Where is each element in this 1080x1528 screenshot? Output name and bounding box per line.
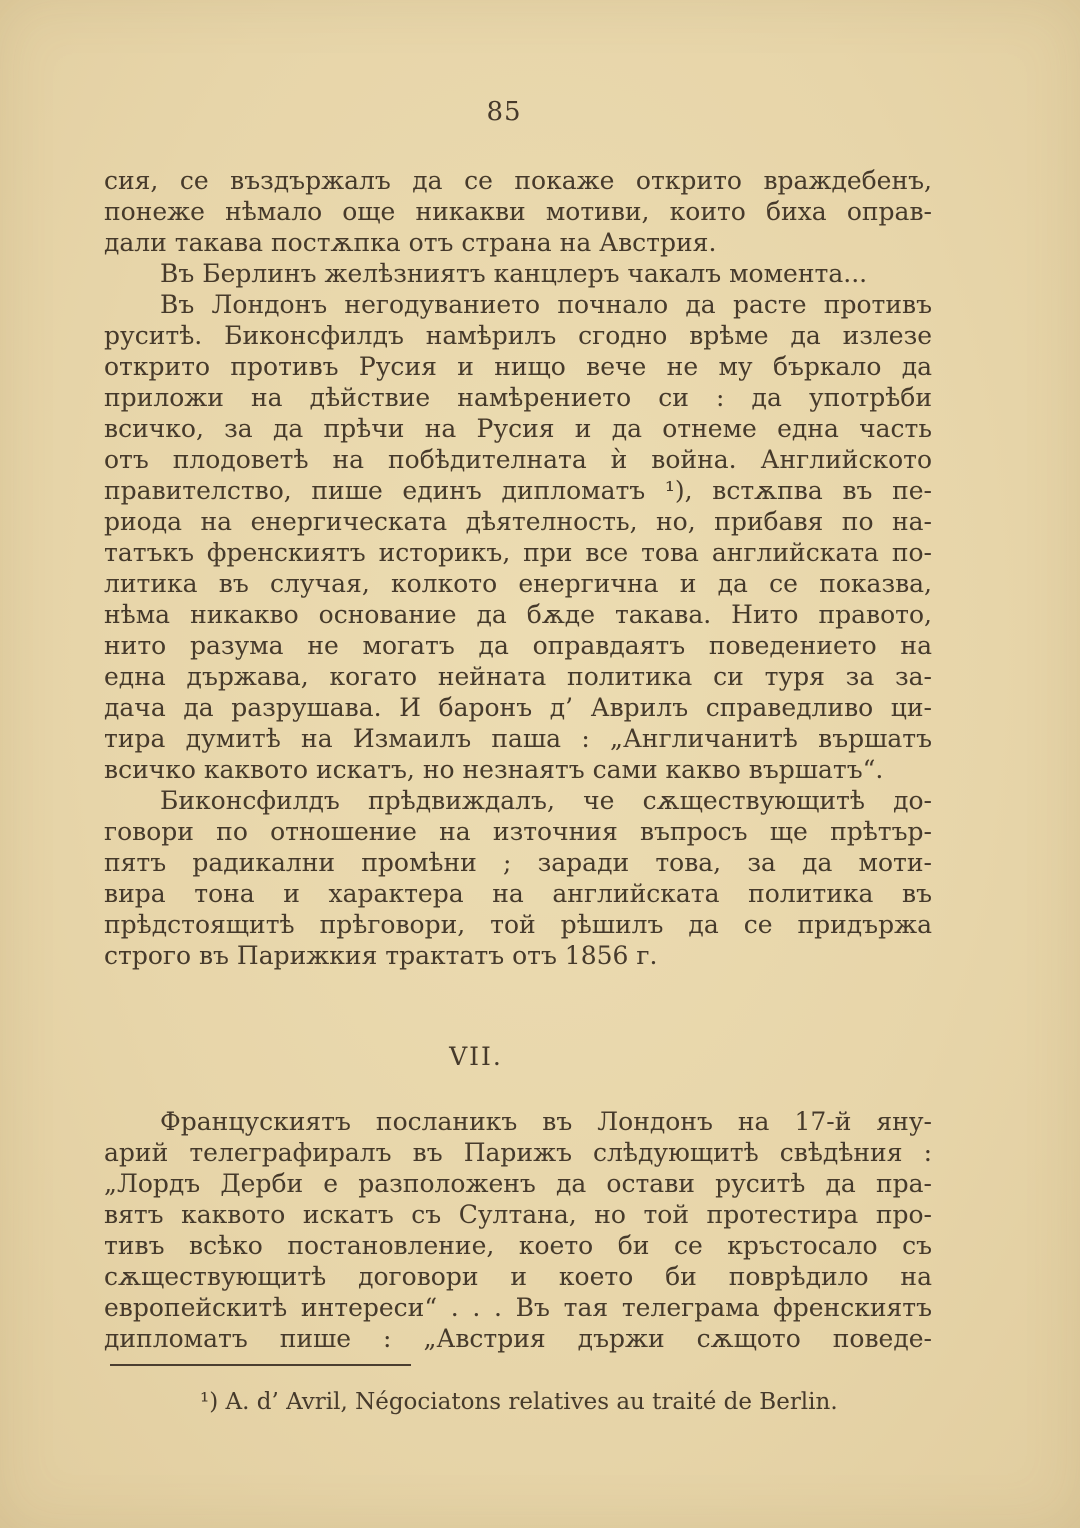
body-line: правителство, пише единъ дипломатъ ¹), встѫпва въ пе- bbox=[104, 476, 932, 505]
body-line: понеже нѣмало още никакви мотиви, които биха оправ- bbox=[104, 197, 932, 226]
paragraph-telegram bbox=[104, 1106, 932, 1354]
body-line: вира тона и характера на английската политика въ bbox=[104, 879, 932, 908]
body-line: вятъ каквото искатъ съ Султана, но той протестира про- bbox=[104, 1200, 932, 1229]
body-line: дача да разрушава. И баронъ д’ Аврилъ справедливо ци- bbox=[104, 693, 932, 722]
body-line: нѣма никакво основание да бѫде такава. Нито правото, bbox=[104, 600, 932, 629]
body-line: сѫществующитѣ договори и което би поврѣдило на bbox=[104, 1262, 932, 1291]
body-line: руситѣ. Биконсфилдъ намѣрилъ сгодно врѣме да излезе bbox=[104, 321, 932, 350]
body-line: „Лордъ Дерби е разположенъ да остави руситѣ да пра- bbox=[104, 1169, 932, 1198]
body-line: нито разума не могатъ да оправдаятъ поведението на bbox=[104, 631, 932, 660]
body-line: Биконсфилдъ прѣдвиждалъ, че сѫществующитѣ до- bbox=[160, 786, 932, 815]
body-line: европейскитѣ интереси“ . . . Въ тая телеграма френскиятъ bbox=[104, 1293, 932, 1322]
body-line: приложи на дѣйствие намѣрението си : да употрѣби bbox=[104, 383, 932, 412]
body-line: тивъ всѣко постановление, което би се кръстосало съ bbox=[104, 1231, 932, 1260]
text-column bbox=[104, 165, 932, 1354]
body-line: арий телеграфиралъ въ Парижъ слѣдующитѣ свѣдѣния : bbox=[104, 1138, 932, 1167]
body-line: Въ Лондонъ негодуванието почнало да расте противъ bbox=[160, 290, 932, 319]
section-heading: VII. bbox=[449, 1042, 503, 1071]
page-number: 85 bbox=[486, 97, 522, 127]
paragraph-london bbox=[104, 289, 932, 785]
body-line: всичко каквото искатъ, но незнаятъ сами какво вършатъ“. bbox=[104, 755, 884, 784]
body-line: всичко, за да прѣчи на Русия и да отнеме една часть bbox=[104, 414, 932, 443]
body-line: отъ плодоветѣ на побѣдителната ѝ война. Английското bbox=[104, 445, 932, 474]
body-line: дали такава постѫпка отъ страна на Австрия. bbox=[104, 228, 717, 257]
body-line: литика въ случая, колкото енергична и да се показва, bbox=[104, 569, 932, 598]
body-line: прѣдстоящитѣ прѣговори, той рѣшилъ да се придържа bbox=[104, 910, 932, 939]
body-line: тира думитѣ на Измаилъ паша : „Англичанитѣ вършатъ bbox=[104, 724, 932, 753]
footnote-text: ¹) A. d’ Avril, Négociatons relatives au traité de Berlin. bbox=[200, 1389, 838, 1415]
body-line: сия, се въздържалъ да се покаже открито враждебенъ, bbox=[104, 166, 932, 195]
paragraph-continuation bbox=[104, 165, 932, 258]
paragraph-beaconsfield bbox=[104, 785, 932, 971]
body-line: открито противъ Русия и нищо вече не му бъркало да bbox=[104, 352, 932, 381]
body-line: риода на енергическата дѣятелность, но, прибавя по на- bbox=[104, 507, 932, 536]
body-line: дипломатъ пише : „Австрия държи сѫщото поведе- bbox=[104, 1324, 932, 1353]
body-line: една държава, когато нейната политика си туря за за- bbox=[104, 662, 932, 691]
footnote bbox=[104, 1387, 932, 1417]
body-line: Францускиятъ посланикъ въ Лондонъ на 17-й яну- bbox=[160, 1107, 932, 1136]
body-line: строго въ Парижкия трактатъ отъ 1856 г. bbox=[104, 941, 658, 970]
paragraph-berlin bbox=[104, 258, 932, 289]
body-line: говори по отношение на източния въпросъ ще прѣтър- bbox=[104, 817, 932, 846]
footnote-separator bbox=[110, 1364, 411, 1366]
body-line: пятъ радикални промѣни ; заради това, за да моти- bbox=[104, 848, 932, 877]
body-line: татъкъ френскиятъ историкъ, при все това английската по- bbox=[104, 538, 932, 567]
body-line: Въ Берлинъ желѣзниятъ канцлеръ чакалъ момента... bbox=[160, 259, 868, 288]
